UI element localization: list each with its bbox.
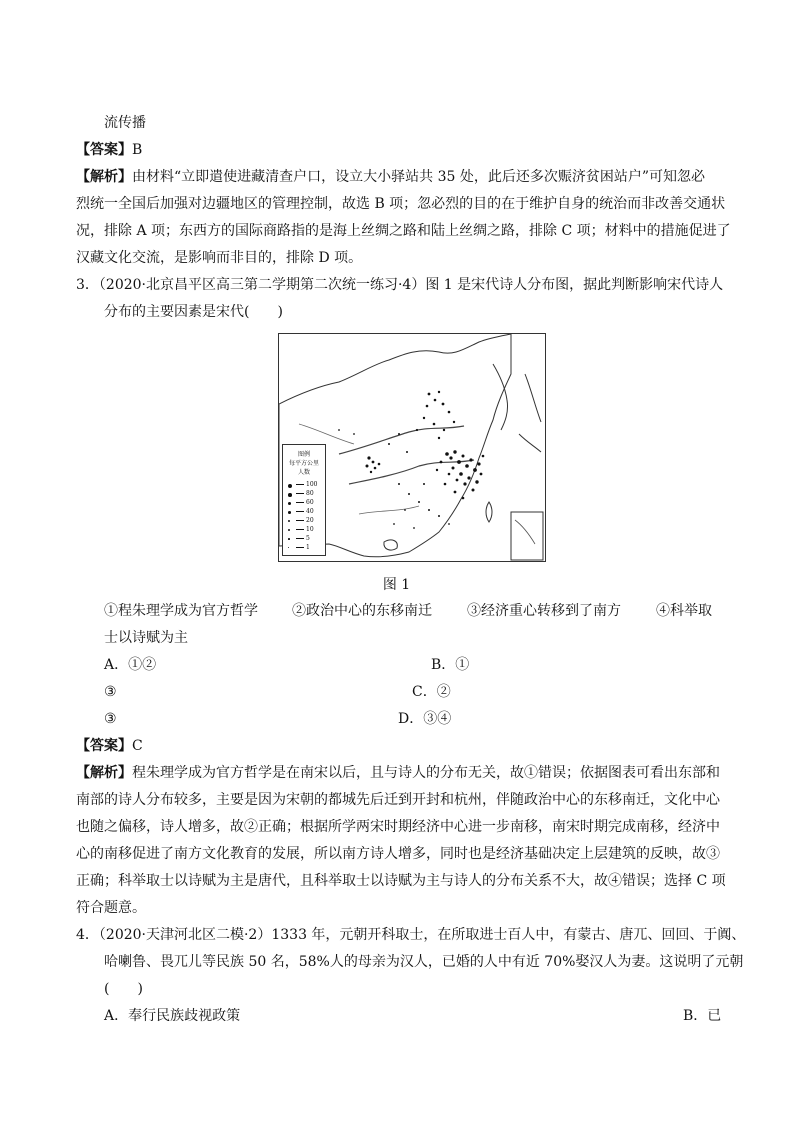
legend-row bbox=[286, 526, 324, 533]
legend-value: 60 bbox=[306, 499, 314, 506]
text-line: 流传播 bbox=[104, 115, 146, 131]
answer-line bbox=[76, 140, 142, 160]
question-4-blank: ( ) bbox=[104, 981, 143, 997]
legend-value: 10 bbox=[306, 526, 314, 533]
answer-value: B bbox=[132, 142, 143, 158]
analysis-label: 【解析】 bbox=[76, 765, 132, 781]
choice-d: D．③④ bbox=[398, 711, 452, 727]
question-4-stem: 4．（2020·天津河北区二模·2）1333 年，元朝开科取士，在所取进士百人中，有蒙古、唐兀、回回、于阗、 bbox=[76, 927, 746, 943]
choice-c-cont: ③ bbox=[104, 711, 117, 727]
q4-choice-a: A．奉行民族歧视政策 bbox=[104, 1008, 241, 1024]
option-4-cont: 士以诗赋为主 bbox=[104, 630, 188, 646]
text-line: 汉藏文化交流，是影响而非目的，排除 D 项。 bbox=[76, 250, 363, 266]
legend-value: 80 bbox=[306, 490, 314, 497]
text-line: 心的南移促进了南方文化教育的发展，所以南方诗人增多，同时也是经济基础决定上层建筑的反映，故③ bbox=[76, 846, 720, 862]
q4-choice-b: B．已 bbox=[683, 1008, 722, 1024]
legend-row bbox=[286, 508, 324, 515]
legend-row bbox=[286, 481, 324, 488]
figure-caption: 图 1 bbox=[382, 577, 411, 593]
option-4: ④科举取 bbox=[656, 603, 712, 619]
answer-label: 【答案】 bbox=[76, 142, 132, 158]
legend-row bbox=[286, 544, 324, 551]
legend-value: 20 bbox=[306, 517, 314, 524]
option-3: ③经济重心转移到了南方 bbox=[467, 603, 621, 619]
option-2: ②政治中心的东移南迁 bbox=[292, 603, 432, 619]
question-3-stem-cont: 分布的主要因素是宋代( ) bbox=[104, 304, 283, 320]
map-legend bbox=[282, 444, 326, 556]
legend-subtitle: 每平方公里 bbox=[288, 460, 319, 467]
option-1: ①程朱理学成为官方哲学 bbox=[104, 603, 258, 619]
choice-c: C．② bbox=[412, 684, 451, 700]
choice-a-cont: ③ bbox=[104, 684, 117, 700]
text-line: 况，排除 A 项；东西方的国际商路指的是海上丝绸之路和陆上丝绸之路，排除 C 项；材料中的措施促进了 bbox=[76, 223, 731, 239]
text-line: 正确；科举取士以诗赋为主是唐代，且科举取士以诗赋为主与诗人的分布关系不大，故④错误；选择 C 项 bbox=[76, 873, 726, 889]
legend-value: 1 bbox=[306, 544, 310, 551]
choice-a: A．①② bbox=[104, 657, 157, 673]
text-line: 符合题意。 bbox=[76, 900, 146, 916]
text-line: 也随之偏移，诗人增多，故②正确；根据所学两宋时期经济中心进一步南移，南宋时期完成南移，经济中 bbox=[76, 819, 720, 835]
legend-subtitle: 人数 bbox=[297, 469, 310, 476]
analysis-line bbox=[76, 763, 720, 783]
legend-value: 100 bbox=[306, 481, 318, 488]
question-3-stem: 3．（2020·北京昌平区高三第二学期第二次统一练习·4）图 1 是宋代诗人分布图，据此判断影响宋代诗人 bbox=[76, 277, 724, 293]
legend-value: 40 bbox=[306, 508, 314, 515]
text-line: 烈统一全国后加强对边疆地区的管理控制，故选 B 项；忽必烈的目的在于维护自身的统治而非改善交通状 bbox=[76, 196, 726, 212]
legend-row bbox=[286, 517, 324, 524]
analysis-text: 由材料“立即遣使进藏清查户口，设立大小驿站共 35 处，此后还多次赈济贫困站户”可知忽必 bbox=[132, 169, 706, 185]
legend-row bbox=[286, 499, 324, 506]
answer-value: C bbox=[132, 738, 143, 754]
answer-line bbox=[76, 736, 143, 756]
legend-row bbox=[286, 535, 324, 542]
legend-title: 图例 bbox=[297, 451, 310, 458]
analysis-label: 【解析】 bbox=[76, 169, 132, 185]
legend-row bbox=[286, 490, 324, 497]
analysis-text: 程朱理学成为官方哲学是在南宋以后，且与诗人的分布无关，故①错误；依据图表可看出东部和 bbox=[132, 765, 720, 781]
analysis-line bbox=[76, 167, 705, 187]
choice-b: B．① bbox=[431, 657, 470, 673]
question-4-stem-cont: 哈喇鲁、畏兀儿等民族 50 名，58%人的母亲为汉人，已婚的人中有近 70%娶汉人为妻。这说明了元朝 bbox=[104, 954, 744, 970]
text-line: 南部的诗人分布较多，主要是因为宋朝的都城先后迁到开封和杭州，伴随政治中心的东移南迁，文化中心 bbox=[76, 792, 720, 808]
answer-label: 【答案】 bbox=[76, 738, 132, 754]
legend-value: 5 bbox=[306, 535, 310, 542]
